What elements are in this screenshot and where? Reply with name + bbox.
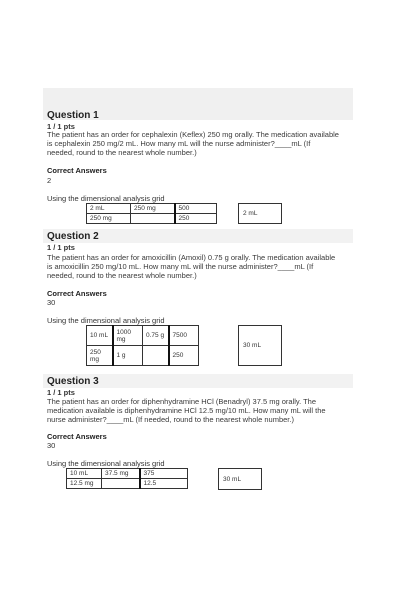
question-2-text-line: needed, round to the nearest whole number.): [47, 271, 197, 280]
grid-cell: 37.5 mg: [102, 469, 140, 479]
question-2-grid: [86, 325, 199, 366]
question-3-title: Question 3: [47, 376, 99, 387]
grid-cell: 250 mg: [87, 346, 113, 366]
grid-cell: 500: [175, 204, 217, 214]
question-2-correct-answer: 30: [47, 298, 56, 307]
question-3-correct-answers-label: Correct Answers: [47, 432, 107, 441]
question-1-points: 1 / 1 pts: [47, 122, 75, 131]
question-3-header: [43, 374, 353, 388]
question-2-header: [43, 229, 353, 243]
grid-cell: [131, 214, 175, 224]
grid-row: [87, 214, 217, 224]
question-3-result-box: 30 mL: [218, 468, 262, 490]
question-2-text-line: is amoxicillin 250 mg/10 mL. How many mL will the nurse administer?____mL (If: [47, 262, 314, 271]
question-1-grid-label: Using the dimensional analysis grid: [47, 194, 165, 203]
grid-row: [87, 204, 217, 214]
question-3-points: 1 / 1 pts: [47, 388, 75, 397]
question-2-result-box: 30 mL: [238, 325, 282, 366]
question-3-grid-label: Using the dimensional analysis grid: [47, 459, 165, 468]
grid-cell: 2 mL: [87, 204, 131, 214]
grid-cell: 10 mL: [87, 326, 113, 346]
question-1-text-line: is cephalexin 250 mg/2 mL. How many mL will the nurse administer?____mL (If: [47, 139, 311, 148]
grid-cell: 250 mg: [87, 214, 131, 224]
question-3-correct-answer: 30: [47, 441, 56, 450]
grid-cell: 250: [175, 214, 217, 224]
question-2-title: Question 2: [47, 231, 99, 242]
grid-cell: 250 mg: [131, 204, 175, 214]
grid-cell: 12.5: [140, 479, 188, 489]
grid-cell: [102, 479, 140, 489]
question-2-text: [47, 253, 353, 280]
question-1-grid: [86, 203, 217, 224]
grid-cell: 1 g: [113, 346, 143, 366]
question-3-grid: [66, 468, 188, 489]
question-1-header-lower: [43, 110, 353, 131]
question-2-grid-label: Using the dimensional analysis grid: [47, 316, 165, 325]
question-1-text-line: The patient has an order for cephalexin (Keflex) 250 mg orally. The medication available: [47, 130, 339, 139]
question-2-text-line: The patient has an order for amoxicillin (Amoxil) 0.75 g orally. The medication available: [47, 253, 336, 262]
grid-cell: 250: [169, 346, 199, 366]
question-3-text-line: The patient has an order for diphenhydramine HCl (Benadryl) 37.5 mg orally. The: [47, 397, 317, 406]
question-1-title: Question 1: [47, 110, 99, 121]
grid-cell: 1000 mg: [113, 326, 143, 346]
grid-cell: 0.75 g: [143, 326, 169, 346]
grid-cell: 10 mL: [67, 469, 102, 479]
question-1-text-line: needed, round to the nearest whole number.): [47, 148, 197, 157]
question-3-text-line: medication available is diphenhydramine HCl 12.5 mg/10 mL. How many mL will the: [47, 406, 326, 415]
question-1-result-box: 2 mL: [238, 203, 282, 224]
grid-cell: 7500: [169, 326, 199, 346]
question-1-text: [47, 130, 353, 157]
grid-row: [67, 469, 188, 479]
question-1-correct-answers-label: Correct Answers: [47, 166, 107, 175]
grid-cell: 375: [140, 469, 188, 479]
question-2-correct-answers-label: Correct Answers: [47, 289, 107, 298]
question-3-text: [47, 397, 353, 424]
question-2-points: 1 / 1 pts: [47, 243, 75, 252]
grid-row: [67, 479, 188, 489]
grid-cell: [143, 346, 169, 366]
grid-row: [87, 326, 199, 346]
question-3-text-line: nurse administer?____mL (If needed, round to the nearest whole number.): [47, 415, 294, 424]
grid-cell: 12.5 mg: [67, 479, 102, 489]
grid-row: [87, 346, 199, 366]
question-1-correct-answer: 2: [47, 176, 52, 185]
